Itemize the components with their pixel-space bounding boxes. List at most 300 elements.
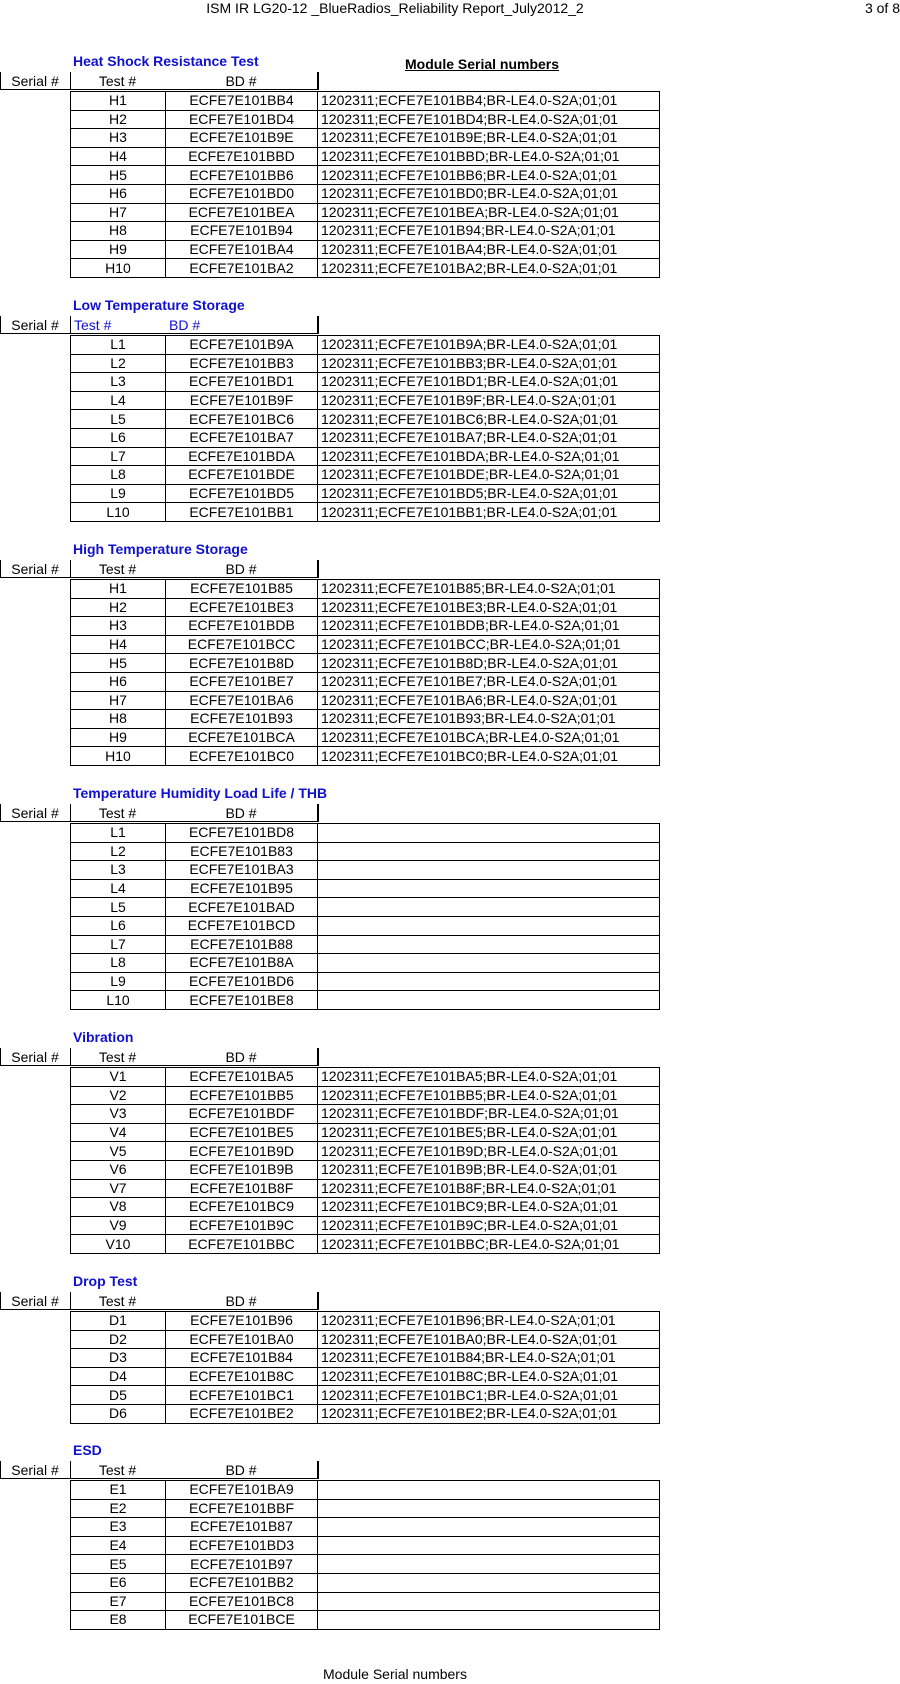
serial-number-cell: 1202311;ECFE7E101BDB;BR-LE4.0-S2A;01;01 (318, 617, 660, 636)
table-row (71, 484, 660, 503)
table-row (71, 935, 660, 954)
serial-number-cell: 1202311;ECFE7E101B9C;BR-LE4.0-S2A;01;01 (318, 1216, 660, 1235)
serial-number-cell (318, 824, 660, 843)
test-number-cell: V8 (71, 1198, 166, 1217)
table-row (71, 598, 660, 617)
header-divider (70, 1048, 71, 1066)
test-number-cell: H5 (71, 654, 166, 673)
section-title-text: ESD (73, 1442, 102, 1458)
test-number-cell: E1 (71, 1481, 166, 1500)
serial-number-cell: 1202311;ECFE7E101B9E;BR-LE4.0-S2A;01;01 (318, 129, 660, 148)
table-row (71, 503, 660, 522)
serial-number-cell: 1202311;ECFE7E101B9F;BR-LE4.0-S2A;01;01 (318, 391, 660, 410)
test-number-cell: L10 (71, 503, 166, 522)
table-row (71, 824, 660, 843)
serial-number-cell (318, 916, 660, 935)
bd-number-cell: ECFE7E101BBF (166, 1499, 318, 1518)
test-number-cell: V9 (71, 1216, 166, 1235)
bd-number-cell: ECFE7E101BE3 (166, 598, 318, 617)
table-row (71, 617, 660, 636)
test-number-cell: H6 (71, 184, 166, 203)
bd-number-cell: ECFE7E101B96 (166, 1312, 318, 1331)
test-number-cell: V10 (71, 1235, 166, 1254)
bd-number-cell: ECFE7E101BBC (166, 1235, 318, 1254)
table-row (71, 1198, 660, 1217)
bd-number-cell: ECFE7E101BC0 (166, 747, 318, 766)
serial-table (70, 1480, 660, 1630)
bd-number-cell: ECFE7E101B9B (166, 1160, 318, 1179)
table-row (71, 972, 660, 991)
test-number-cell: V5 (71, 1142, 166, 1161)
serial-table (70, 335, 660, 522)
table-row (71, 1536, 660, 1555)
serial-header: Serial # (11, 805, 59, 821)
bd-number-cell: ECFE7E101B9C (166, 1216, 318, 1235)
bd-number-cell: ECFE7E101BDF (166, 1105, 318, 1124)
table-row (71, 580, 660, 599)
test-header: Test # (98, 1049, 137, 1065)
test-number-cell: D1 (71, 1312, 166, 1331)
table-row (71, 129, 660, 148)
table-row (71, 110, 660, 129)
test-number-cell: H10 (71, 747, 166, 766)
bd-number-cell: ECFE7E101BCE (166, 1611, 318, 1630)
test-number-cell: L4 (71, 391, 166, 410)
serial-number-cell: 1202311;ECFE7E101BDF;BR-LE4.0-S2A;01;01 (318, 1105, 660, 1124)
serial-number-cell: 1202311;ECFE7E101BA0;BR-LE4.0-S2A;01;01 (318, 1330, 660, 1349)
serial-number-cell (318, 972, 660, 991)
serial-table (70, 823, 660, 1010)
bd-number-cell: ECFE7E101BAD (166, 898, 318, 917)
test-number-cell: H3 (71, 617, 166, 636)
serial-number-cell: 1202311;ECFE7E101BBC;BR-LE4.0-S2A;01;01 (318, 1235, 660, 1254)
bd-number-cell: ECFE7E101B97 (166, 1555, 318, 1574)
section-title-text: Heat Shock Resistance Test (73, 53, 259, 69)
bd-header: BD # (225, 805, 257, 821)
page-header (0, 0, 900, 20)
bd-number-cell: ECFE7E101BD1 (166, 373, 318, 392)
table-row (71, 147, 660, 166)
table-row (71, 1068, 660, 1087)
test-number-cell: D4 (71, 1367, 166, 1386)
bd-number-cell: ECFE7E101B9E (166, 129, 318, 148)
test-number-cell: D2 (71, 1330, 166, 1349)
bd-number-cell: ECFE7E101BC8 (166, 1592, 318, 1611)
bd-number-cell: ECFE7E101BBD (166, 147, 318, 166)
section-title-text: High Temperature Storage (73, 541, 248, 557)
test-number-cell: D3 (71, 1349, 166, 1368)
bd-number-cell: ECFE7E101BD8 (166, 824, 318, 843)
bd-header: BD # (225, 1049, 257, 1065)
bd-number-cell: ECFE7E101B8C (166, 1367, 318, 1386)
test-number-cell: L3 (71, 861, 166, 880)
bd-number-cell: ECFE7E101BA0 (166, 1330, 318, 1349)
serial-number-cell (318, 935, 660, 954)
serial-number-cell (318, 1555, 660, 1574)
section-title-text: Vibration (73, 1029, 134, 1045)
test-number-cell: L3 (71, 373, 166, 392)
test-number-cell: E7 (71, 1592, 166, 1611)
test-number-cell: D5 (71, 1386, 166, 1405)
serial-number-cell: 1202311;ECFE7E101B93;BR-LE4.0-S2A;01;01 (318, 710, 660, 729)
test-number-cell: V7 (71, 1179, 166, 1198)
table-row (71, 1592, 660, 1611)
serial-number-cell (318, 991, 660, 1010)
serial-table (70, 1067, 660, 1254)
test-number-cell: E6 (71, 1573, 166, 1592)
table-row (71, 373, 660, 392)
serial-number-cell: 1202311;ECFE7E101B8F;BR-LE4.0-S2A;01;01 (318, 1179, 660, 1198)
serial-number-cell: 1202311;ECFE7E101BA2;BR-LE4.0-S2A;01;01 (318, 259, 660, 278)
table-row (71, 1573, 660, 1592)
serial-number-cell: 1202311;ECFE7E101B9B;BR-LE4.0-S2A;01;01 (318, 1160, 660, 1179)
table-row (71, 710, 660, 729)
page-footer: Module Serial numbers (323, 1666, 467, 1682)
table-row (71, 1312, 660, 1331)
bd-number-cell: ECFE7E101B87 (166, 1518, 318, 1537)
bd-number-cell: ECFE7E101BD4 (166, 110, 318, 129)
serial-number-cell: 1202311;ECFE7E101BA6;BR-LE4.0-S2A;01;01 (318, 691, 660, 710)
test-header: Test # (98, 1462, 137, 1478)
bd-header: BD # (169, 317, 201, 333)
serial-number-cell: 1202311;ECFE7E101BB6;BR-LE4.0-S2A;01;01 (318, 166, 660, 185)
bd-header: BD # (225, 561, 257, 577)
serial-number-cell: 1202311;ECFE7E101BBD;BR-LE4.0-S2A;01;01 (318, 147, 660, 166)
serial-number-cell: 1202311;ECFE7E101B9D;BR-LE4.0-S2A;01;01 (318, 1142, 660, 1161)
table-row (71, 447, 660, 466)
table-row (71, 1142, 660, 1161)
bd-number-cell: ECFE7E101BCA (166, 728, 318, 747)
table-row (71, 728, 660, 747)
test-number-cell: L9 (71, 972, 166, 991)
table-row (71, 1611, 660, 1630)
test-number-cell: E8 (71, 1611, 166, 1630)
bd-number-cell: ECFE7E101B83 (166, 842, 318, 861)
bd-number-cell: ECFE7E101BD5 (166, 484, 318, 503)
bd-number-cell: ECFE7E101B85 (166, 580, 318, 599)
bd-number-cell: ECFE7E101B94 (166, 222, 318, 241)
table-row (71, 1216, 660, 1235)
table-row (71, 428, 660, 447)
bd-number-cell: ECFE7E101BA9 (166, 1481, 318, 1500)
serial-number-cell: 1202311;ECFE7E101BE5;BR-LE4.0-S2A;01;01 (318, 1123, 660, 1142)
test-number-cell: E2 (71, 1499, 166, 1518)
bd-number-cell: ECFE7E101B84 (166, 1349, 318, 1368)
test-number-cell: L5 (71, 898, 166, 917)
test-header: Test # (74, 317, 112, 333)
serial-number-cell: 1202311;ECFE7E101BD5;BR-LE4.0-S2A;01;01 (318, 484, 660, 503)
test-number-cell: E5 (71, 1555, 166, 1574)
test-number-cell: H8 (71, 710, 166, 729)
serial-number-cell: 1202311;ECFE7E101BB1;BR-LE4.0-S2A;01;01 (318, 503, 660, 522)
bd-number-cell: ECFE7E101B8F (166, 1179, 318, 1198)
table-row (71, 842, 660, 861)
serial-number-cell (318, 1518, 660, 1537)
table-row (71, 1179, 660, 1198)
bd-number-cell: ECFE7E101BB2 (166, 1573, 318, 1592)
bd-number-cell: ECFE7E101BCC (166, 635, 318, 654)
test-number-cell: L8 (71, 954, 166, 973)
serial-number-cell: 1202311;ECFE7E101BE3;BR-LE4.0-S2A;01;01 (318, 598, 660, 617)
bd-number-cell: ECFE7E101B9A (166, 336, 318, 355)
serial-number-cell: 1202311;ECFE7E101BC1;BR-LE4.0-S2A;01;01 (318, 1386, 660, 1405)
test-number-cell: V2 (71, 1086, 166, 1105)
serial-number-cell: 1202311;ECFE7E101BB5;BR-LE4.0-S2A;01;01 (318, 1086, 660, 1105)
serial-number-cell (318, 1573, 660, 1592)
serial-header: Serial # (11, 1462, 59, 1478)
table-row (71, 991, 660, 1010)
serial-number-cell: 1202311;ECFE7E101BB4;BR-LE4.0-S2A;01;01 (318, 92, 660, 111)
test-number-cell: H3 (71, 129, 166, 148)
table-row (71, 240, 660, 259)
test-number-cell: L6 (71, 428, 166, 447)
table-row (71, 747, 660, 766)
test-number-cell: H7 (71, 203, 166, 222)
bd-number-cell: ECFE7E101BD0 (166, 184, 318, 203)
bd-number-cell: ECFE7E101B88 (166, 935, 318, 954)
table-row (71, 1105, 660, 1124)
bd-number-cell: ECFE7E101BA5 (166, 1068, 318, 1087)
serial-number-cell (318, 1499, 660, 1518)
header-divider (70, 1292, 71, 1310)
serial-number-cell: 1202311;ECFE7E101BE7;BR-LE4.0-S2A;01;01 (318, 672, 660, 691)
test-number-cell: V4 (71, 1123, 166, 1142)
serial-header: Serial # (11, 1049, 59, 1065)
test-number-cell: H2 (71, 110, 166, 129)
test-number-cell: H1 (71, 580, 166, 599)
table-row (71, 861, 660, 880)
bd-number-cell: ECFE7E101BB1 (166, 503, 318, 522)
serial-number-cell: 1202311;ECFE7E101BCA;BR-LE4.0-S2A;01;01 (318, 728, 660, 747)
table-row (71, 1518, 660, 1537)
table-row (71, 1330, 660, 1349)
table-row (71, 1235, 660, 1254)
test-number-cell: H9 (71, 728, 166, 747)
bd-number-cell: ECFE7E101B8A (166, 954, 318, 973)
serial-number-cell (318, 1592, 660, 1611)
test-header: Test # (98, 805, 137, 821)
serial-header: Serial # (11, 317, 59, 333)
test-number-cell: L9 (71, 484, 166, 503)
bd-header: BD # (225, 73, 257, 89)
serial-table (70, 579, 660, 766)
bd-number-cell: ECFE7E101B95 (166, 879, 318, 898)
table-row (71, 92, 660, 111)
table-row (71, 336, 660, 355)
test-number-cell: L7 (71, 935, 166, 954)
serial-number-cell: 1202311;ECFE7E101BD1;BR-LE4.0-S2A;01;01 (318, 373, 660, 392)
bd-number-cell: ECFE7E101BB5 (166, 1086, 318, 1105)
bd-number-cell: ECFE7E101BC6 (166, 410, 318, 429)
page-number: 3 of 8 (864, 0, 900, 16)
test-number-cell: L10 (71, 991, 166, 1010)
test-number-cell: H7 (71, 691, 166, 710)
test-number-cell: H10 (71, 259, 166, 278)
table-row (71, 635, 660, 654)
bd-header: BD # (225, 1293, 257, 1309)
serial-number-cell: 1202311;ECFE7E101BA5;BR-LE4.0-S2A;01;01 (318, 1068, 660, 1087)
serial-number-cell: 1202311;ECFE7E101BC0;BR-LE4.0-S2A;01;01 (318, 747, 660, 766)
section-title-text: Low Temperature Storage (73, 297, 245, 313)
serial-number-cell: 1202311;ECFE7E101B84;BR-LE4.0-S2A;01;01 (318, 1349, 660, 1368)
bd-number-cell: ECFE7E101BCD (166, 916, 318, 935)
bd-number-cell: ECFE7E101BE2 (166, 1404, 318, 1423)
bd-number-cell: ECFE7E101BA3 (166, 861, 318, 880)
test-header: Test # (98, 73, 137, 89)
table-row (71, 898, 660, 917)
module-serial-numbers-heading: Module Serial numbers (405, 56, 560, 72)
table-row (71, 354, 660, 373)
test-number-cell: H1 (71, 92, 166, 111)
test-number-cell: H6 (71, 672, 166, 691)
table-row (71, 654, 660, 673)
serial-number-cell (318, 1481, 660, 1500)
bd-number-cell: ECFE7E101BC9 (166, 1198, 318, 1217)
bd-number-cell: ECFE7E101BE8 (166, 991, 318, 1010)
test-number-cell: V1 (71, 1068, 166, 1087)
bd-number-cell: ECFE7E101B8D (166, 654, 318, 673)
section-title-text: Temperature Humidity Load Life / THB (73, 785, 328, 801)
document-title: ISM IR LG20-12 _BlueRadios_Reliability Report_July2012_2 (206, 0, 584, 16)
test-number-cell: L2 (71, 842, 166, 861)
test-number-cell: E3 (71, 1518, 166, 1537)
serial-table (70, 91, 660, 278)
bd-number-cell: ECFE7E101B93 (166, 710, 318, 729)
table-row (71, 1367, 660, 1386)
serial-number-cell: 1202311;ECFE7E101BE2;BR-LE4.0-S2A;01;01 (318, 1404, 660, 1423)
bd-number-cell: ECFE7E101BA6 (166, 691, 318, 710)
serial-number-cell: 1202311;ECFE7E101BC6;BR-LE4.0-S2A;01;01 (318, 410, 660, 429)
serial-number-cell (318, 842, 660, 861)
table-row (71, 1086, 660, 1105)
table-row (71, 1386, 660, 1405)
bd-number-cell: ECFE7E101BDE (166, 466, 318, 485)
bd-number-cell: ECFE7E101BD3 (166, 1536, 318, 1555)
bd-number-cell: ECFE7E101BA2 (166, 259, 318, 278)
test-number-cell: L1 (71, 336, 166, 355)
table-row (71, 1349, 660, 1368)
bd-number-cell: ECFE7E101BB4 (166, 92, 318, 111)
serial-number-cell: 1202311;ECFE7E101BA4;BR-LE4.0-S2A;01;01 (318, 240, 660, 259)
bd-number-cell: ECFE7E101BEA (166, 203, 318, 222)
test-number-cell: L7 (71, 447, 166, 466)
serial-number-cell: 1202311;ECFE7E101BD4;BR-LE4.0-S2A;01;01 (318, 110, 660, 129)
bd-number-cell: ECFE7E101BE5 (166, 1123, 318, 1142)
serial-number-cell: 1202311;ECFE7E101B8C;BR-LE4.0-S2A;01;01 (318, 1367, 660, 1386)
test-number-cell: L5 (71, 410, 166, 429)
test-number-cell: L1 (71, 824, 166, 843)
table-row (71, 879, 660, 898)
test-number-cell: H4 (71, 147, 166, 166)
serial-number-cell: 1202311;ECFE7E101B94;BR-LE4.0-S2A;01;01 (318, 222, 660, 241)
table-row (71, 954, 660, 973)
test-header: Test # (98, 1293, 137, 1309)
table-row (71, 691, 660, 710)
serial-header: Serial # (11, 1293, 59, 1309)
header-divider (70, 804, 71, 822)
bd-number-cell: ECFE7E101BDB (166, 617, 318, 636)
test-number-cell: L4 (71, 879, 166, 898)
serial-number-cell (318, 898, 660, 917)
serial-number-cell: 1202311;ECFE7E101BDE;BR-LE4.0-S2A;01;01 (318, 466, 660, 485)
header-divider (70, 72, 71, 90)
table-row (71, 391, 660, 410)
table-row (71, 1555, 660, 1574)
bd-header: BD # (225, 1462, 257, 1478)
table-row (71, 203, 660, 222)
bd-number-cell: ECFE7E101BC1 (166, 1386, 318, 1405)
serial-number-cell: 1202311;ECFE7E101BCC;BR-LE4.0-S2A;01;01 (318, 635, 660, 654)
test-number-cell: H2 (71, 598, 166, 617)
table-row (71, 1481, 660, 1500)
serial-number-cell (318, 954, 660, 973)
table-row (71, 410, 660, 429)
table-row (71, 184, 660, 203)
test-number-cell: H5 (71, 166, 166, 185)
serial-header: Serial # (11, 561, 59, 577)
bd-number-cell: ECFE7E101BB3 (166, 354, 318, 373)
serial-number-cell: 1202311;ECFE7E101BA7;BR-LE4.0-S2A;01;01 (318, 428, 660, 447)
bd-number-cell: ECFE7E101BA7 (166, 428, 318, 447)
test-number-cell: H9 (71, 240, 166, 259)
test-number-cell: V3 (71, 1105, 166, 1124)
bd-number-cell: ECFE7E101BD6 (166, 972, 318, 991)
table-row (71, 1123, 660, 1142)
table-row (71, 466, 660, 485)
test-number-cell: D6 (71, 1404, 166, 1423)
test-number-cell: H4 (71, 635, 166, 654)
serial-number-cell (318, 1611, 660, 1630)
header-divider (70, 1461, 71, 1479)
serial-number-cell: 1202311;ECFE7E101B8D;BR-LE4.0-S2A;01;01 (318, 654, 660, 673)
serial-number-cell: 1202311;ECFE7E101B9A;BR-LE4.0-S2A;01;01 (318, 336, 660, 355)
table-row (71, 259, 660, 278)
test-number-cell: V6 (71, 1160, 166, 1179)
serial-header: Serial # (11, 73, 59, 89)
serial-number-cell: 1202311;ECFE7E101BC9;BR-LE4.0-S2A;01;01 (318, 1198, 660, 1217)
table-row (71, 672, 660, 691)
serial-number-cell: 1202311;ECFE7E101B96;BR-LE4.0-S2A;01;01 (318, 1312, 660, 1331)
bd-number-cell: ECFE7E101B9D (166, 1142, 318, 1161)
test-number-cell: E4 (71, 1536, 166, 1555)
test-number-cell: L8 (71, 466, 166, 485)
table-row (71, 1499, 660, 1518)
serial-number-cell: 1202311;ECFE7E101BD0;BR-LE4.0-S2A;01;01 (318, 184, 660, 203)
bd-number-cell: ECFE7E101B9F (166, 391, 318, 410)
bd-number-cell: ECFE7E101BA4 (166, 240, 318, 259)
section-title-text: Drop Test (73, 1273, 138, 1289)
serial-number-cell (318, 879, 660, 898)
serial-number-cell (318, 1536, 660, 1555)
test-number-cell: L2 (71, 354, 166, 373)
table-row (71, 1160, 660, 1179)
table-row (71, 916, 660, 935)
table-row (71, 1404, 660, 1423)
serial-number-cell (318, 861, 660, 880)
header-divider (70, 316, 71, 334)
bd-number-cell: ECFE7E101BE7 (166, 672, 318, 691)
test-number-cell: L6 (71, 916, 166, 935)
table-row (71, 166, 660, 185)
test-number-cell: H8 (71, 222, 166, 241)
serial-number-cell: 1202311;ECFE7E101B85;BR-LE4.0-S2A;01;01 (318, 580, 660, 599)
serial-number-cell: 1202311;ECFE7E101BB3;BR-LE4.0-S2A;01;01 (318, 354, 660, 373)
header-divider (70, 560, 71, 578)
bd-number-cell: ECFE7E101BB6 (166, 166, 318, 185)
bd-number-cell: ECFE7E101BDA (166, 447, 318, 466)
serial-table (70, 1311, 660, 1424)
table-row (71, 222, 660, 241)
